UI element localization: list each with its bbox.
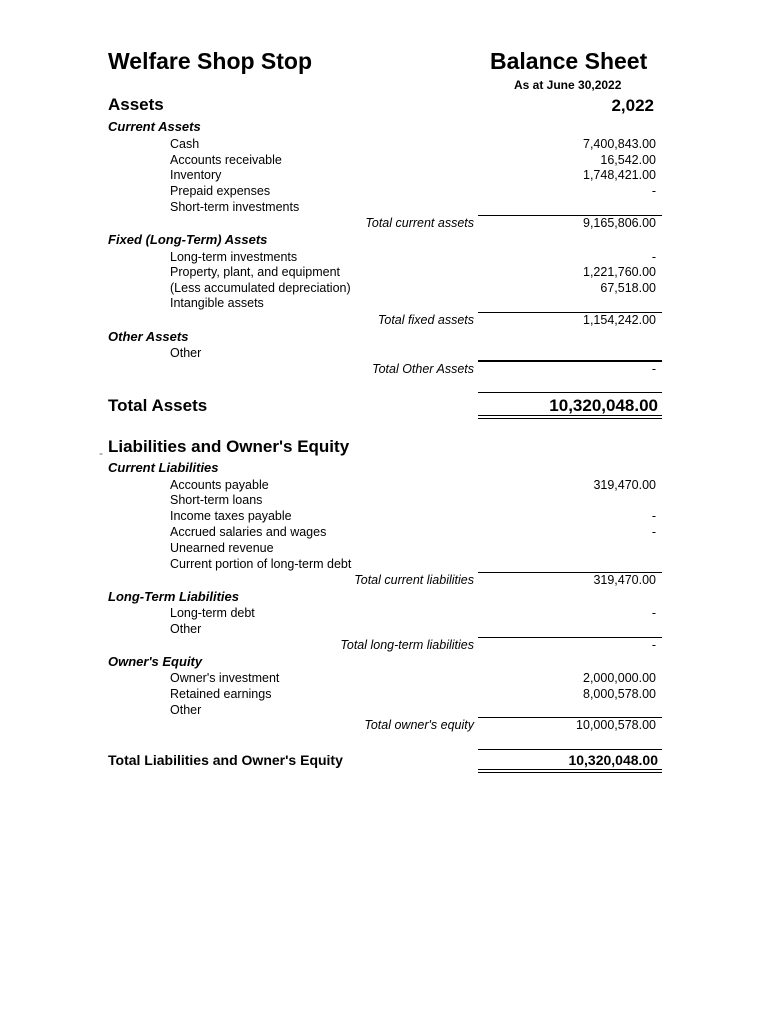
- subtotal-rule: [478, 637, 662, 638]
- line-item-value: 2,000,000.00: [583, 671, 656, 685]
- liabilities-equity-heading: Liabilities and Owner's Equity: [108, 437, 350, 456]
- total-other-assets-value: -: [651, 362, 656, 376]
- total-current-assets-value: 9,165,806.00: [583, 216, 656, 230]
- total-long-term-liabilities-value: -: [651, 638, 656, 652]
- company-name: Welfare Shop Stop: [108, 48, 313, 74]
- line-item-label: (Less accumulated depreciation): [170, 281, 351, 295]
- current-assets-heading: Current Assets: [108, 119, 201, 134]
- line-item-value: -: [651, 509, 656, 523]
- total-current-liabilities-label: Total current liabilities: [354, 573, 474, 587]
- document-title: Balance Sheet: [490, 48, 648, 74]
- line-item-label: Other: [170, 703, 202, 717]
- total-fixed-assets-label: Total fixed assets: [377, 313, 474, 327]
- total-rule: [478, 392, 662, 393]
- line-item-label: Accounts payable: [170, 478, 269, 492]
- line-item-label: Retained earnings: [170, 687, 272, 701]
- current-liabilities-heading: Current Liabilities: [108, 460, 219, 475]
- line-item-value: 8,000,578.00: [583, 687, 656, 701]
- line-item-label: Income taxes payable: [170, 509, 292, 523]
- line-item-label: Inventory: [170, 168, 222, 182]
- line-item-label: Intangible assets: [170, 296, 264, 310]
- as-of-date: As at June 30,2022: [514, 78, 622, 92]
- line-item-value: -: [651, 250, 656, 264]
- line-item-value: -: [651, 606, 656, 620]
- line-item-value: -: [651, 184, 656, 198]
- total-long-term-liabilities-label: Total long-term liabilities: [340, 638, 474, 652]
- fixed-assets-heading: Fixed (Long-Term) Assets: [108, 232, 268, 247]
- total-current-liabilities-value: 319,470.00: [593, 573, 656, 587]
- total-fixed-assets-value: 1,154,242.00: [583, 313, 656, 327]
- subtotal-rule: [478, 360, 662, 362]
- total-current-assets-label: Total current assets: [365, 216, 474, 230]
- total-rule: [478, 749, 662, 750]
- assets-heading: Assets: [108, 95, 164, 114]
- line-item-value: 319,470.00: [593, 478, 656, 492]
- line-item-label: Cash: [170, 137, 200, 151]
- line-item-label: Accrued salaries and wages: [170, 525, 327, 539]
- double-underline: [478, 769, 662, 773]
- line-item-label: Accounts receivable: [170, 153, 282, 167]
- line-item-value: -: [651, 525, 656, 539]
- total-owners-equity-value: 10,000,578.00: [576, 718, 656, 732]
- line-item-label: Other: [170, 622, 202, 636]
- total-owners-equity-label: Total owner's equity: [364, 718, 474, 732]
- total-assets-label: Total Assets: [108, 396, 208, 415]
- owners-equity-heading: Owner's Equity: [108, 654, 203, 669]
- line-item-value: 1,748,421.00: [583, 168, 656, 182]
- line-item-label: Short-term investments: [170, 200, 300, 214]
- long-term-liabilities-heading: Long-Term Liabilities: [108, 589, 239, 604]
- line-item-value: 67,518.00: [600, 281, 656, 295]
- double-underline: [478, 415, 662, 419]
- fiscal-year: 2,022: [611, 96, 654, 115]
- stray-mark: -: [99, 446, 103, 460]
- other-assets-heading: Other Assets: [108, 329, 189, 344]
- line-item-value: 1,221,760.00: [583, 265, 656, 279]
- line-item-label: Short-term loans: [170, 493, 263, 507]
- line-item-value: 16,542.00: [600, 153, 656, 167]
- total-assets-value: 10,320,048.00: [549, 396, 658, 415]
- line-item-label: Prepaid expenses: [170, 184, 271, 198]
- total-liabilities-equity-value: 10,320,048.00: [568, 752, 658, 768]
- line-item-label: Unearned revenue: [170, 541, 274, 555]
- line-item-value: 7,400,843.00: [583, 137, 656, 151]
- line-item-label: Current portion of long-term debt: [170, 557, 352, 571]
- total-liabilities-equity-label: Total Liabilities and Owner's Equity: [108, 752, 343, 768]
- line-item-label: Long-term investments: [170, 250, 298, 264]
- line-item-label: Other: [170, 346, 202, 360]
- line-item-label: Owner's investment: [170, 671, 280, 685]
- line-item-label: Long-term debt: [170, 606, 255, 620]
- total-other-assets-label: Total Other Assets: [372, 362, 474, 376]
- line-item-label: Property, plant, and equipment: [170, 265, 341, 279]
